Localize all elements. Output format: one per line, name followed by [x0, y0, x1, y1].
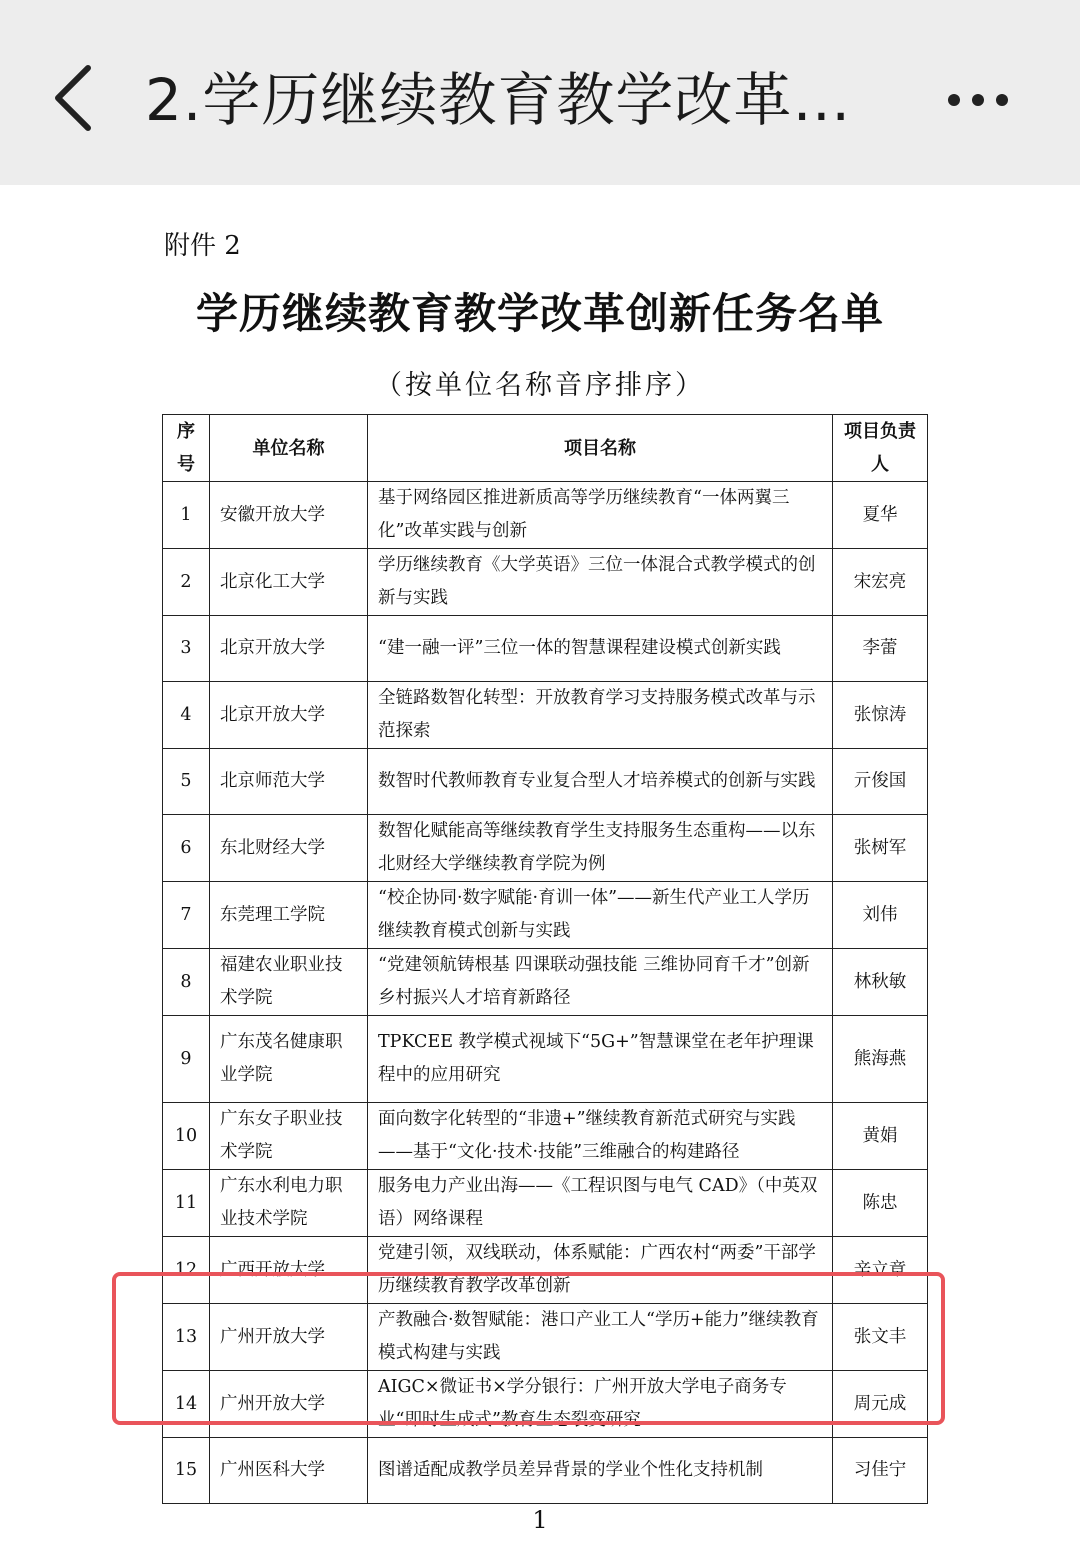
row-unit: 安徽开放大学 [210, 482, 368, 549]
row-project: 面向数字化转型的“非遗+”继续教育新范式研究与实践——基于“文化·技术·技能”三维融合的构建路径 [368, 1103, 833, 1170]
row-lead: 张文丰 [833, 1304, 928, 1371]
table-row [163, 616, 928, 682]
table-row [163, 1371, 928, 1438]
table-row [163, 1304, 928, 1371]
row-unit: 广东茂名健康职业学院 [210, 1016, 368, 1103]
row-unit: 广州开放大学 [210, 1304, 368, 1371]
row-unit: 北京化工大学 [210, 549, 368, 616]
row-lead: 宋宏亮 [833, 549, 928, 616]
row-lead: 张惊涛 [833, 682, 928, 749]
row-lead: 李蕾 [833, 616, 928, 682]
page-title: 学历继续教育教学改革创新任务名单 [195, 289, 884, 338]
table-row [163, 815, 928, 882]
row-project: 服务电力产业出海——《工程识图与电气 CAD》（中英双语）网络课程 [368, 1170, 833, 1237]
row-project: “校企协同·数字赋能·育训一体”——新生代产业工人学历继续教育模式创新与实践 [368, 882, 833, 949]
chevron-left-icon [40, 58, 110, 138]
table-row [163, 549, 928, 616]
row-unit: 广州医科大学 [210, 1438, 368, 1504]
row-number: 10 [163, 1103, 210, 1170]
row-unit: 东北财经大学 [210, 815, 368, 882]
header-unit: 单位名称 [210, 415, 368, 482]
row-number: 12 [163, 1237, 210, 1304]
table-header-row [163, 415, 928, 482]
more-dots-icon [940, 80, 1020, 120]
row-number: 7 [163, 882, 210, 949]
table-row [163, 749, 928, 815]
header-project: 项目名称 [368, 415, 833, 482]
table-row [163, 482, 928, 549]
row-number: 4 [163, 682, 210, 749]
row-number: 8 [163, 949, 210, 1016]
row-unit: 广州开放大学 [210, 1371, 368, 1438]
row-project: 全链路数智化转型：开放教育学习支持服务模式改革与示范探索 [368, 682, 833, 749]
row-project: 图谱适配成教学员差异背景的学业个性化支持机制 [368, 1438, 833, 1504]
header-lead: 项目负责人 [833, 415, 928, 482]
table-row [163, 949, 928, 1016]
row-lead: 刘伟 [833, 882, 928, 949]
row-lead: 夏华 [833, 482, 928, 549]
page-subtitle: （按单位名称音序排序） [375, 370, 705, 401]
top-navigation-bar [0, 0, 1080, 185]
row-unit: 广东女子职业技术学院 [210, 1103, 368, 1170]
row-unit: 北京师范大学 [210, 749, 368, 815]
table-row [163, 1170, 928, 1237]
row-lead: 黄娟 [833, 1103, 928, 1170]
attachment-label: 附件 2 [164, 231, 241, 261]
row-number: 2 [163, 549, 210, 616]
table-row [163, 1016, 928, 1103]
row-number: 6 [163, 815, 210, 882]
row-project: “建一融一评”三位一体的智慧课程建设模式创新实践 [368, 616, 833, 682]
row-lead: 习佳宁 [833, 1438, 928, 1504]
row-project: “党建领航铸根基 四课联动强技能 三维协同育千才”创新乡村振兴人才培育新路径 [368, 949, 833, 1016]
more-options-button[interactable] [940, 80, 1020, 120]
row-number: 15 [163, 1438, 210, 1504]
row-lead: 亓俊国 [833, 749, 928, 815]
row-unit: 福建农业职业技术学院 [210, 949, 368, 1016]
row-number: 1 [163, 482, 210, 549]
table-row [163, 1103, 928, 1170]
row-number: 3 [163, 616, 210, 682]
row-lead: 周元成 [833, 1371, 928, 1438]
row-number: 11 [163, 1170, 210, 1237]
row-number: 14 [163, 1371, 210, 1438]
row-lead: 陈忠 [833, 1170, 928, 1237]
page-number: 1 [532, 1506, 548, 1534]
row-unit: 北京开放大学 [210, 616, 368, 682]
row-project: 数智时代教师教育专业复合型人才培养模式的创新与实践 [368, 749, 833, 815]
table-row [163, 682, 928, 749]
row-project: 党建引领，双线联动，体系赋能：广西农村“两委”干部学历继续教育教学改革创新 [368, 1237, 833, 1304]
table-row [163, 1438, 928, 1504]
row-lead: 辛立章 [833, 1237, 928, 1304]
row-unit: 东莞理工学院 [210, 882, 368, 949]
task-list-table [162, 414, 928, 1504]
row-lead: 林秋敏 [833, 949, 928, 1016]
row-number: 9 [163, 1016, 210, 1103]
row-project: TPKCEE 教学模式视域下“5G+”智慧课堂在老年护理课程中的应用研究 [368, 1016, 833, 1103]
row-unit: 广东水利电力职业技术学院 [210, 1170, 368, 1237]
row-number: 5 [163, 749, 210, 815]
table-row [163, 1237, 928, 1304]
row-project: 数智化赋能高等继续教育学生支持服务生态重构——以东北财经大学继续教育学院为例 [368, 815, 833, 882]
row-lead: 熊海燕 [833, 1016, 928, 1103]
row-project: 基于网络园区推进新质高等学历继续教育“一体两翼三化”改革实践与创新 [368, 482, 833, 549]
back-button[interactable] [40, 58, 110, 138]
row-project: 产教融合·数智赋能：港口产业工人“学历+能力”继续教育模式构建与实践 [368, 1304, 833, 1371]
document-title: 2.学历继续教育教学改革… [145, 66, 852, 134]
row-project: 学历继续教育《大学英语》三位一体混合式教学模式的创新与实践 [368, 549, 833, 616]
row-unit: 北京开放大学 [210, 682, 368, 749]
row-unit: 广西开放大学 [210, 1237, 368, 1304]
table-row [163, 882, 928, 949]
header-no: 序号 [163, 415, 210, 482]
row-number: 13 [163, 1304, 210, 1371]
row-project: AIGC×微证书×学分银行：广州开放大学电子商务专业“即时生成式”教育生态裂变研究 [368, 1371, 833, 1438]
row-lead: 张树军 [833, 815, 928, 882]
